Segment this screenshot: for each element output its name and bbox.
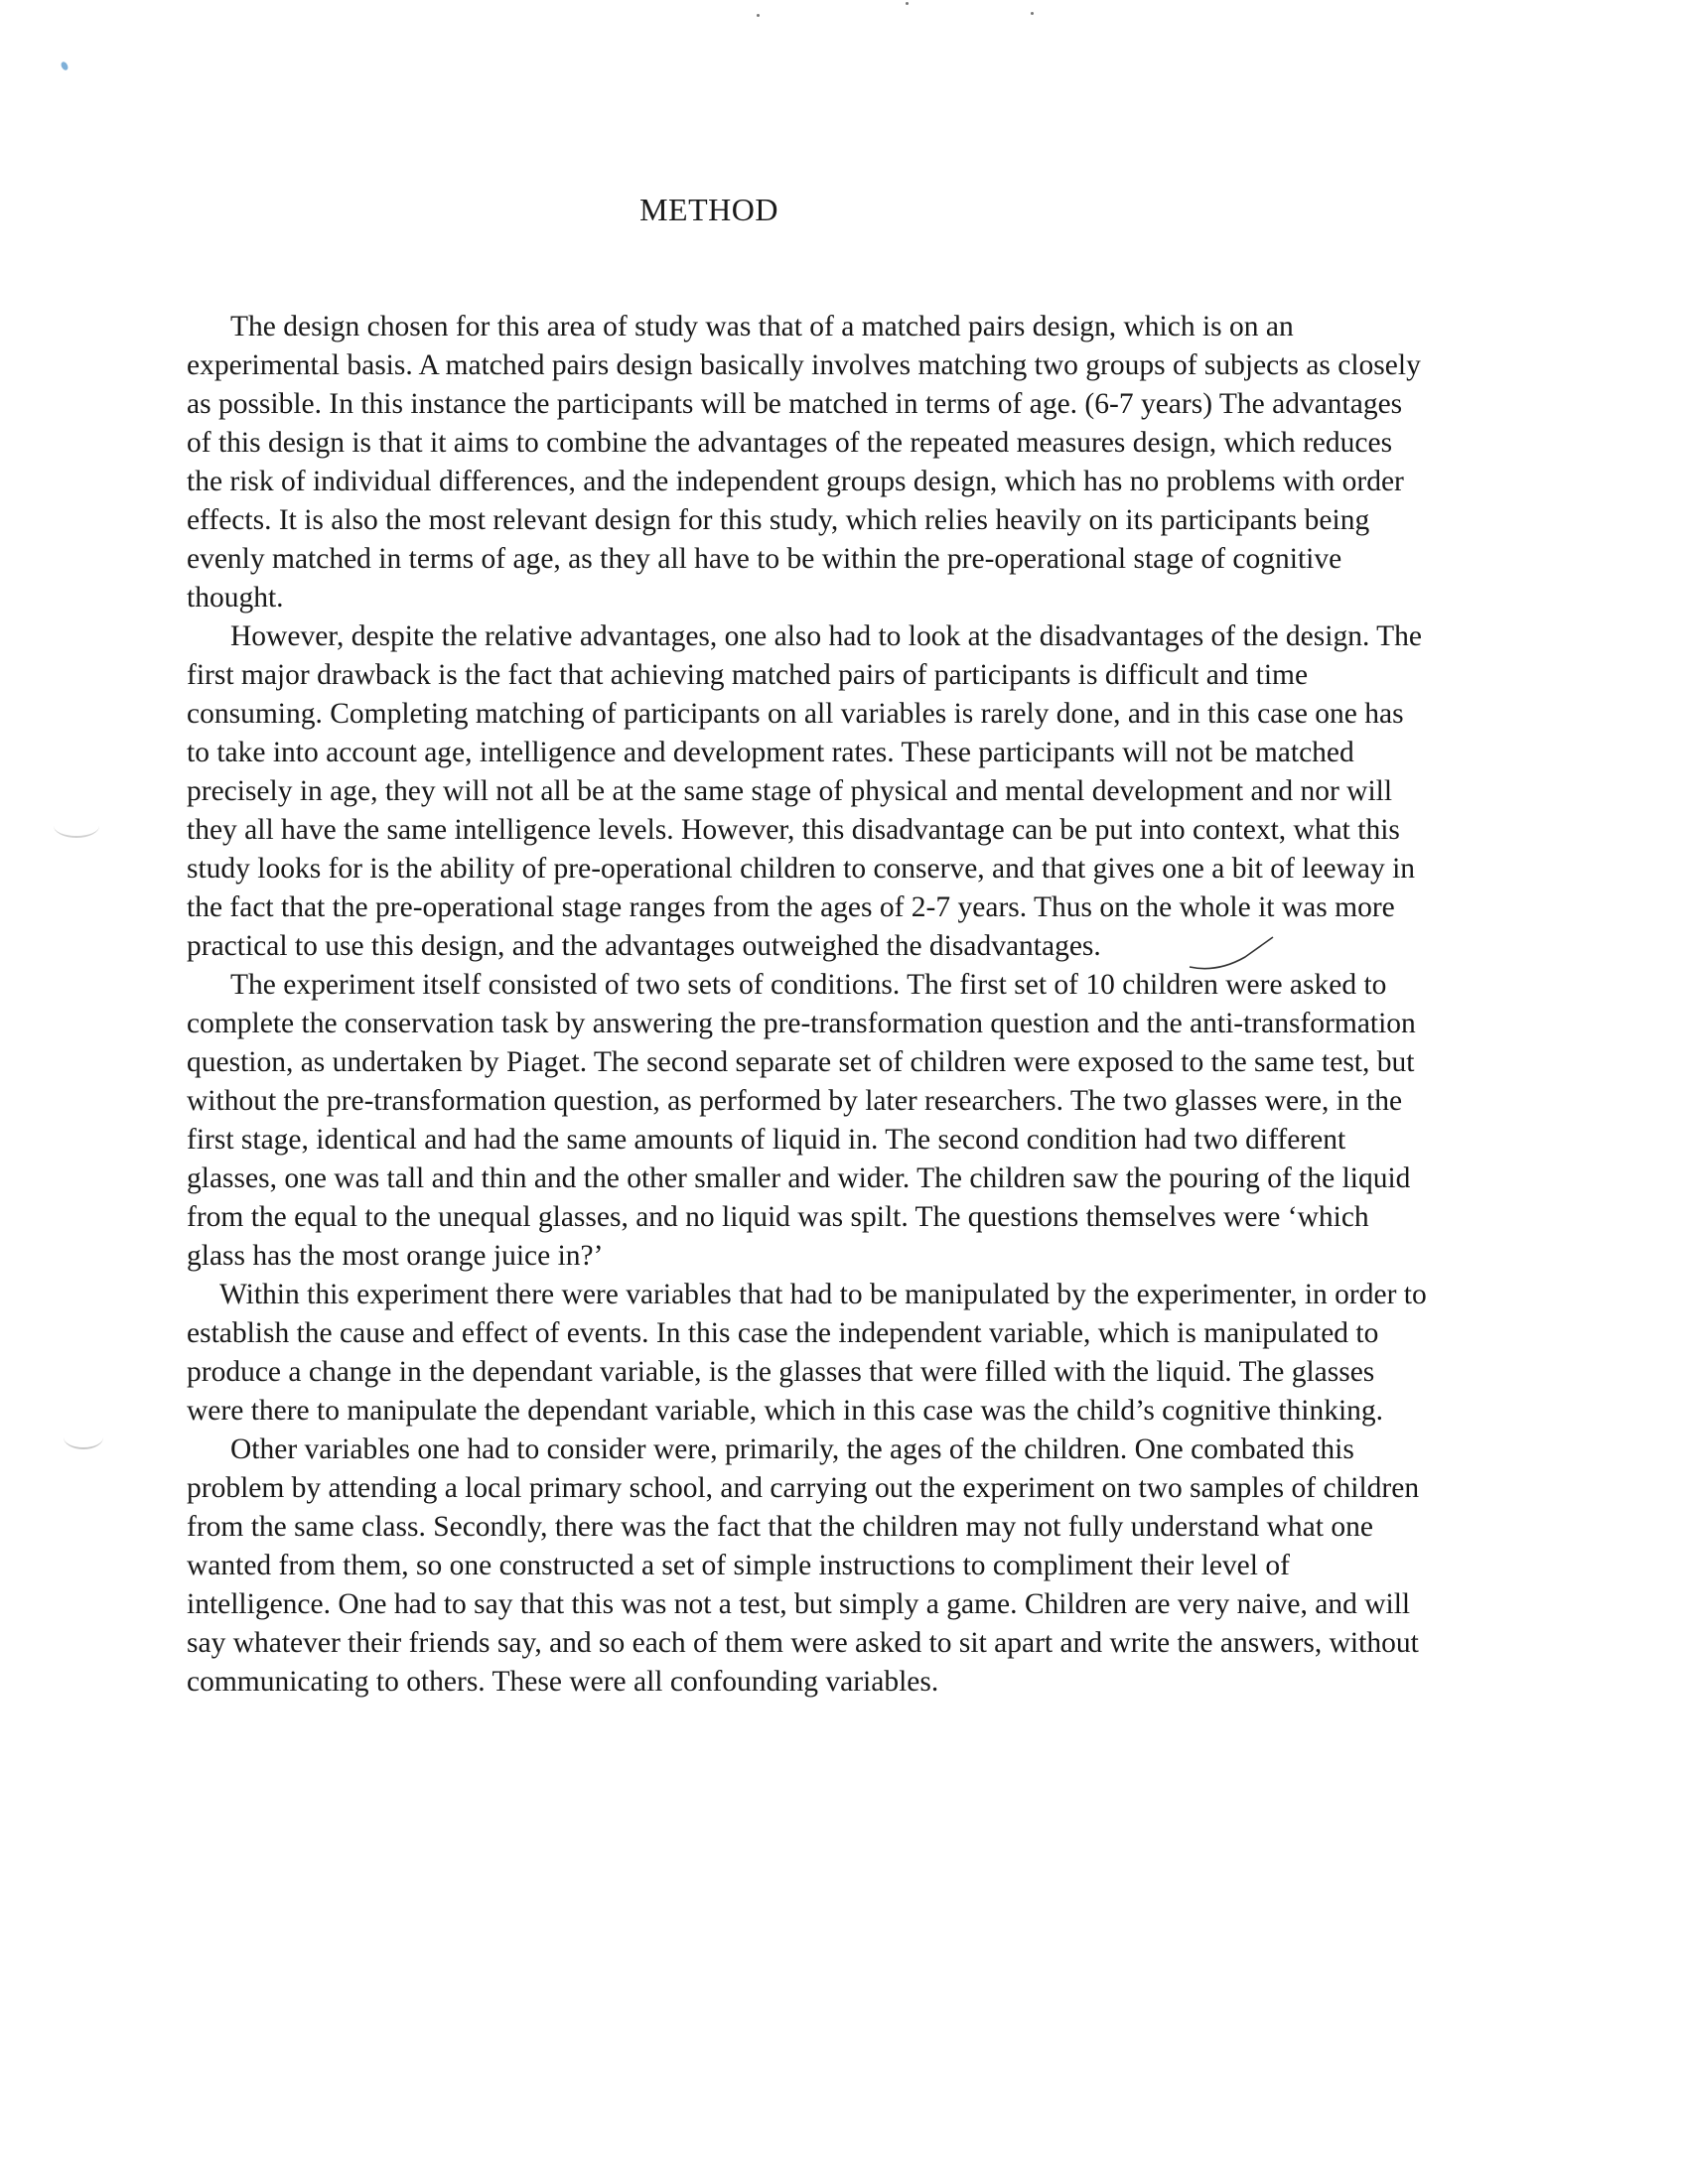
scan-mark-icon (64, 1426, 103, 1449)
scan-dot-icon (1031, 12, 1034, 15)
paragraph-variables: Within this experiment there were variables that had to be manipulated by the experimenter, in order to establish the cause and effect of events. In this case the independent variable, which is manipulated to produce a change in the dependant variable, is the glasses that were filled with the liquid. The glasses were there to manipulate the dependant variable, which in this case was the child’s cognitive thinking. (187, 1279, 1427, 1427)
paragraph-confounding: Other variables one had to consider were, primarily, the ages of the children. One combated this problem by attending a local primary school, and carrying out the experiment on two samples of children from the same class. Secondly, there was the fact that the children may not fully understand what one wanted from them, so one constructed a set of simple instructions to compliment their level of intelligence. One had to say that this was not a test, but simply a game. Children are very naive, and will say whatever their friends say, and so each of them were asked to sit apart and write the answers, without communicating to others. These were all confounding variables. (187, 1433, 1420, 1698)
scan-speck-icon (60, 61, 70, 71)
paragraph-design: The design chosen for this area of study was that of a matched pairs design, which is on an experimental basis. A matched pairs design basically involves matching two groups of subjects as closely as possible. In this instance the participants will be matched in terms of age. (6-7 years) The advantages of this design is that it aims to combine the advantages of the repeated measures design, which reduces the risk of individual differences, and the independent groups design, which has no problems with order effects. It is also the most relevant design for this study, which relies heavily on its participants being evenly matched in terms of age, as they all have to be within the pre-operational stage of cognitive thought. (187, 311, 1421, 614)
pen-annotation-icon (1188, 927, 1307, 977)
body-text (187, 308, 1433, 1702)
scan-dot-icon (906, 2, 909, 5)
paragraph-experiment: The experiment itself consisted of two sets of conditions. The first set of 10 children were asked to complete the conservation task by answering the pre-transformation question and the anti-transformation question, as undertaken by Piaget. The second separate set of children were exposed to the same test, but without the pre-transformation question, as performed by later researchers. The two glasses were, in the first stage, identical and had the same amounts of liquid in. The second condition had two different glasses, one was tall and thin and the other smaller and wider. The children saw the pouring of the liquid from the equal to the unequal glasses, and no liquid was spilt. The questions themselves were ‘which glass has the most orange juice in?’ (187, 969, 1416, 1272)
scan-mark-icon (54, 814, 99, 838)
scan-dot-icon (757, 14, 760, 17)
page-title: METHOD (639, 192, 778, 227)
paragraph-disadvantages: However, despite the relative advantages, one also had to look at the disadvantages of the design. The first major drawback is the fact that achieving matched pairs of participants is difficult and time consuming. Completing matching of participants on all variables is rarely done, and in this case one has to take into account age, intelligence and development rates. These participants will not be matched precisely in age, they will not all be at the same stage of physical and mental development and nor will they all have the same intelligence levels. However, this disadvantage can be put into context, what this study looks for is the ability of pre-operational children to conserve, and that gives one a bit of leeway in the fact that the pre-operational stage ranges from the ages of 2-7 years. Thus on the whole it was more practical to use this design, and the advantages outweighed the disadvantages. (187, 620, 1423, 962)
